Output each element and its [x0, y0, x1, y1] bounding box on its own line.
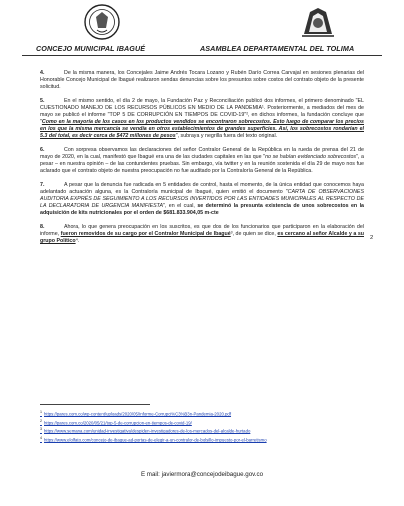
paragraph-text: A pesar que la denuncia fue radicada en 5 entidades de control, hasta el momento, de la única entidad que conocemos haya adelantado actuación alguna, es la Contraloría municipal de Ibagué, quien emitió el documento " — [40, 181, 364, 195]
paragraph-text: En el mismo sentido, el día 2 de mayo, la Fundación Paz y Reconciliación publicó dos informes, el primero denominado "EL CUESTIONADO MANEJO DE LOS RECURSOS PÚBLICOS EN MEDIO DE LA PANDEMIA¹. Posteriormente, a mediados del mes de mayo se publicó el informe "TOP 5 DE CORRUPCIÓN EN TIEMPOS DE COVID-19"², en dichos informes, la fundación concluye que " — [40, 97, 364, 126]
footnote-divider — [40, 404, 150, 405]
paragraph-text: ³, de quien se dice, — [230, 230, 278, 237]
document-title: CARTA DE OBSERVACIONES AUDITORIA EXPRÉS DE SEGUIMIENTO A LOS RECURSOS INVERTIDOS POR LAS ENTIDADES MUNICIPALES AL RESPECTO DE LA DECLARATORIA DE URGENCIA MANIFIESTA — [40, 188, 364, 209]
document-body — [40, 70, 364, 251]
page-footer: E mail: javiermora@concejodeibague.gov.co — [140, 471, 264, 478]
footnote-marker: 1 — [40, 410, 42, 414]
quoted-conclusion: Como en la mayoría de los casos en los productos vendidos se encontraron sobrecostos. Esto luego de comparar los precios en los que la misma mercancía se vendía en otros establecimientos de grandes superficies. Así, los sobrecostos rondarían el 5.3 del total, es decir cerca de $472 millones de pesos — [40, 119, 364, 140]
emphasis-text: es cercano al señor Alcalde y a su grupo Político — [40, 230, 365, 244]
paragraph-number: 7. — [40, 181, 45, 188]
paragraph-text: Con sorpresa observamos las declaraciones del señor Contralor General de la República en la rueda de prensa del 21 de mayo de 2020, en la cual, manifestó que Ibagué era una de las ciudades capitales en las que " — [40, 146, 364, 160]
header-divider — [22, 55, 382, 56]
footnotes-section — [40, 404, 364, 443]
footnote-marker: 3 — [40, 427, 42, 432]
paragraph-8 — [40, 224, 364, 245]
paragraph-text: Ahora, lo que genera preocupación en los suscritos, es que dos de los funcionarios que participaron en la elaboración del informe, — [40, 223, 364, 237]
footnote-link[interactable]: https://www.semana.com/unidad-investigativa/despiden-investigadores-de-los-mercados-del-alcalde-hurtado — [44, 428, 251, 434]
footnote-link[interactable]: https://pares.com.co/wp-content/uploads/2020/05/Informe-Corrupci%C3%B3n-Pandemia-2020.pdf — [44, 411, 232, 417]
asamblea-seal-icon — [300, 4, 336, 40]
paragraph-number: 8. — [40, 223, 45, 230]
page-header — [0, 0, 404, 60]
footnote-link[interactable]: https://www.elolfato.com/concejo-de-ibague-ad-portas-de-elegir-a-un-contralor-de-bolsillo-impuesto-por-el-barretismo — [44, 436, 267, 442]
concejo-label: CONCEJO MUNICIPAL IBAGUÉ — [36, 44, 146, 53]
footnote-link[interactable]: https://pares.com.co/2020/05/21/top-5-de-corrupcion-en-tiempos-de-covid-19/ — [44, 419, 192, 425]
asamblea-label: ASAMBLEA DEPARTAMENTAL DEL TOLIMA — [200, 44, 355, 53]
emphasis-text: fueron removidos de su cargo por el Contralor Municipal de Ibagué — [60, 230, 231, 237]
finding-text: se determinó la presunta existencia de unos sobrecostos en la adquisición de kits nutricionales por el orden de $681.833.904,05 m-cte — [40, 203, 365, 217]
footnote-marker: 2 — [40, 418, 42, 423]
paragraph-number: 6. — [40, 146, 45, 153]
quoted-statement: no se habían evidenciado sobrecostos — [265, 153, 357, 160]
page-number: 2 — [370, 235, 374, 241]
paragraph-4 — [40, 70, 364, 91]
footnote-3[interactable] — [40, 426, 364, 435]
paragraph-number: 4. — [40, 70, 45, 76]
footnote-marker: 4 — [40, 435, 42, 440]
footnote-4[interactable] — [40, 435, 364, 444]
paragraph-text: ", en el cual, — [163, 203, 198, 209]
footnote-1[interactable] — [40, 409, 364, 418]
paragraph-5 — [40, 98, 364, 141]
concejo-seal-icon — [84, 4, 120, 40]
paragraph-6 — [40, 147, 364, 175]
paragraph-text: De la misma manera, los Concejales Jaime Andrés Tocara Lozano y Rubén Darío Correa Carvajal en sesiones plenarias del Honorable Concejo Municipal de Ibagué realizaron sendas denuncias sobre los presuntos sobre costos del contrato objeto de la presente solicitud. — [40, 70, 364, 91]
paragraph-text: ", a pesar – en nuestra opinión – de las contundentes pruebas. Sin embargo, vía twitter y en la reunión sostenida el día 29 de mayo nos fue aclarado que el contrato objeto de nuestra preocupación no fue auditado por la Contraloría General de la República. — [40, 153, 364, 175]
paragraph-text: ", subraya y negrilla fuera del texto original. — [175, 133, 278, 140]
paragraph-number: 5. — [40, 97, 45, 104]
paragraph-7 — [40, 182, 364, 217]
footnote-2[interactable] — [40, 418, 364, 427]
paragraph-text: ⁴. — [75, 237, 80, 244]
